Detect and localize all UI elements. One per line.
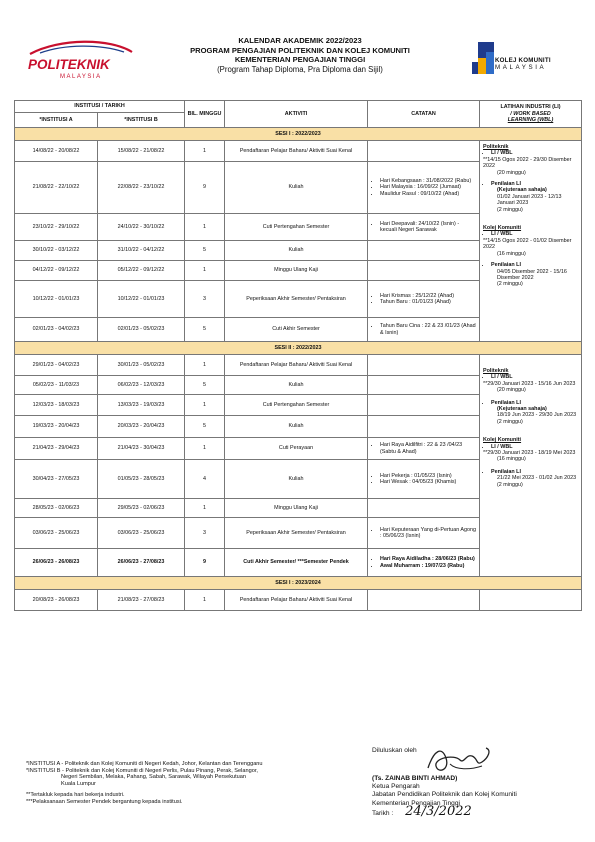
table-row: 23/10/22 - 29/10/22 24/10/22 - 30/10/22 1 Cuti Pertengahan Semester • Hari Deepavali: 24/10/22 (Isnin) - kecuali Negeri Sarawak — [15, 214, 582, 241]
kolej-komuniti-logo-text — [495, 57, 551, 71]
table-row: 10/12/22 - 01/01/23 10/12/22 - 01/01/23 3 Peperiksaan Akhir Semester/ Pentaksiran • Hari Krismas : 25/12/22 (Ahad) • Tahun Baru : 01/01/23 (Ahad) — [15, 281, 582, 318]
academic-calendar-table — [14, 100, 582, 611]
politeknik-malaysia-logo — [20, 36, 142, 82]
table-row: 12/03/23 - 18/03/23 13/03/23 - 19/03/23 1 Cuti Pertengahan Semester — [15, 395, 582, 416]
sesi-2-header: SESI II : 2022/2023 — [15, 342, 582, 355]
document-title — [150, 36, 450, 74]
table-row: 30/10/22 - 03/12/22 31/10/22 - 04/12/22 5 Kuliah — [15, 241, 582, 261]
header-latihan-industri: LATIHAN INDUSTRI (LI) / WORK BASED LEARNING (WBL) — [480, 101, 582, 128]
title-line-3: KEMENTERIAN PENGAJIAN TINGGI — [234, 55, 366, 65]
table-row: 26/06/23 - 26/08/23 26/06/23 - 27/08/23 9 Cuti Akhir Semester/ ***Semester Pendek • Hari Raya Aidiladha : 28/06/23 (Rabu) • Awal Muharram : 19/07/23 (Rabu) — [15, 549, 582, 577]
title-line-1: KALENDAR AKADEMIK 2022/2023 — [238, 36, 362, 45]
table-row: 28/05/23 - 02/06/23 29/05/23 - 02/06/23 1 Minggu Ulang Kaji — [15, 499, 582, 518]
sesi-1-header: SESI I : 2022/2023 — [15, 128, 582, 141]
title-line-2: PROGRAM PENGAJIAN POLITEKNIK DAN KOLEJ KOMUNITI — [190, 45, 410, 55]
approval-block — [372, 747, 517, 819]
logo-right-sub: MALAYSIA — [495, 64, 547, 71]
table-row: 29/01/23 - 04/02/23 30/01/23 - 05/02/23 1 Pendaftaran Pelajar Baharu/ Aktiviti Suai Kenal Politeknik • LI / WBL **29/30 Januari 2023 - 15/16 Jun 2023 (20 minggu) • Penilaian LI (Kejuteraan sahaja) 18/19 Jun 2023 - 29/30 Jun 2023 (2 minggu) Kolej Komuniti • LI / WBL **29/30 Januari 2023 - 18/19 Mei 2023 (16 minggu) • Penilaian LI 21/22 Mei 2023 - 01/02 Jun 2023 (2 minggu) — [15, 355, 582, 376]
handwritten-date: 24/3/2022 — [405, 803, 472, 819]
header-aktiviti: AKTIVITI — [225, 101, 368, 128]
table-row: 03/06/23 - 25/06/23 03/06/23 - 25/06/23 3 Peperiksaan Akhir Semester/ Pentaksiran • Hari Keputeraan Yang di-Pertuan Agong : 05/06/23 (Isnin) — [15, 518, 582, 549]
table-row: 21/04/23 - 29/04/23 21/04/23 - 30/04/23 1 Cuti Perayaan • Hari Raya Aidilfitri : 22 & 23 /04/23 (Sabtu & Ahad) — [15, 438, 582, 460]
li-wbl-sesi-1: Politeknik • LI / WBL **14/15 Ogos 2022 - 29/30 Disember 2022 (20 minggu) • Penilaian LI (Kejuteraan sahaja) 01/02 Januari 2023 - 12/13 Januari 2023 (2 minggu) Kolej Komuniti • LI / WBL **14/15 Ogos 2022 - 01/02 Disember 2022 (16 minggu) • Penilaian LI 04/05 Disember 2022 - 15/16 Disember 2022 (2 minggu) — [480, 141, 582, 342]
approved-by-label: Diluluskan oleh — [372, 747, 417, 754]
logo-right-text: KOLEJ KOMUNITI — [495, 57, 551, 64]
header-catatan: CATATAN — [368, 101, 480, 128]
header-institusi: INSTITUSI / TARIKH — [15, 101, 185, 113]
header-institusi-b: *INSTITUSI B — [98, 113, 185, 128]
date-label: Tarikh : — [372, 809, 394, 817]
approver-ministry: Kementerian Pengajian Tinggi — [372, 799, 460, 807]
approver-role: Ketua Pengarah — [372, 783, 420, 791]
header-institusi-a: *INSTITUSI A — [15, 113, 98, 128]
table-row: 21/08/22 - 22/10/22 22/08/22 - 23/10/22 9 Kuliah • Hari Kebangsaan : 31/08/2022 (Rabu) • Hari Malaysia : 16/09/22 (Jumaat) • Maulidur Rasul : 09/10/22 (Ahad) — [15, 162, 582, 214]
approver-name: (Ts. ZAINAB BINTI AHMAD) — [372, 775, 458, 782]
sesi-3-header: SESI I : 2023/2024 — [15, 577, 582, 590]
title-line-4: (Program Tahap Diploma, Pra Diploma dan Sijil) — [217, 64, 383, 74]
table-row: 20/08/23 - 26/08/23 21/08/23 - 27/08/23 1 Pendaftaran Pelajar Baharu/ Aktiviti Suai Kenal — [15, 590, 582, 611]
table-row: 05/02/23 - 11/03/23 06/02/23 - 12/03/23 5 Kuliah — [15, 376, 582, 395]
table-row: 04/12/22 - 09/12/22 05/12/22 - 09/12/22 1 Minggu Ulang Kaji — [15, 261, 582, 281]
approver-department: Jabatan Pendidikan Politeknik dan Kolej Komuniti — [372, 791, 517, 799]
li-wbl-sesi-2: Politeknik • LI / WBL **29/30 Januari 2023 - 15/16 Jun 2023 (20 minggu) • Penilaian LI (Kejuteraan sahaja) 18/19 Jun 2023 - 29/30 Jun 2023 (2 minggu) Kolej Komuniti • LI / WBL **29/30 Januari 2023 - 18/19 Mei 2023 (16 minggu) • Penilaian LI 21/22 Mei 2023 - 01/02 Jun 2023 (2 minggu) — [480, 355, 582, 577]
footnotes: *INSTITUSI A - Politeknik dan Kolej Komuniti di Negeri Kedah, Johor, Kelantan dan Terengganu *INSTITUSI B - Politeknik dan Kolej Komuniti di Negeri Perlis, Pulau Pinang, Perak, Selangor, Negeri Sembilan, Melaka, Pahang, Sabah, Sarawak, Wilayah Persekutuan Kuala Lumpur **Tertakluk kepada hari bekerja industri. ***Pelaksanaan Semester Pendek bergantung kepada institusi. — [26, 761, 263, 805]
table-row: 30/04/23 - 27/05/23 01/05/23 - 28/05/23 4 Kuliah • Hari Pekerja : 01/05/23 (Isnin) • Hari Wesak : 04/05/23 (Khamis) — [15, 460, 582, 499]
header-bil-minggu: BIL. MINGGU — [185, 101, 225, 128]
table-row: 19/03/23 - 20/04/23 20/03/23 - 20/04/23 5 Kuliah — [15, 416, 582, 438]
table-row: 02/01/23 - 04/02/23 02/01/23 - 05/02/23 5 Cuti Akhir Semester • Tahun Baru Cina : 22 & 23 /01/23 (Ahad & Isnin) — [15, 318, 582, 342]
table-row: 14/08/22 - 20/08/22 15/08/22 - 21/08/22 1 Pendaftaran Pelajar Baharu/ Aktiviti Suai Kenal Politeknik • LI / WBL **14/15 Ogos 2022 - 29/30 Disember 2022 (20 minggu) • Penilaian LI (Kejuteraan sahaja) 01/02 Januari 2023 - 12/13 Januari 2023 (2 minggu) Kolej Komuniti • LI / WBL **14/15 Ogos 2022 - 01/02 Disember 2022 (16 minggu) • Penilaian LI 04/05 Disember 2022 - 15/16 Disember 2022 (2 minggu) — [15, 141, 582, 162]
logo-left-sub: MALAYSIA — [60, 74, 102, 80]
logo-left-text: POLITEKNIK — [28, 57, 110, 72]
